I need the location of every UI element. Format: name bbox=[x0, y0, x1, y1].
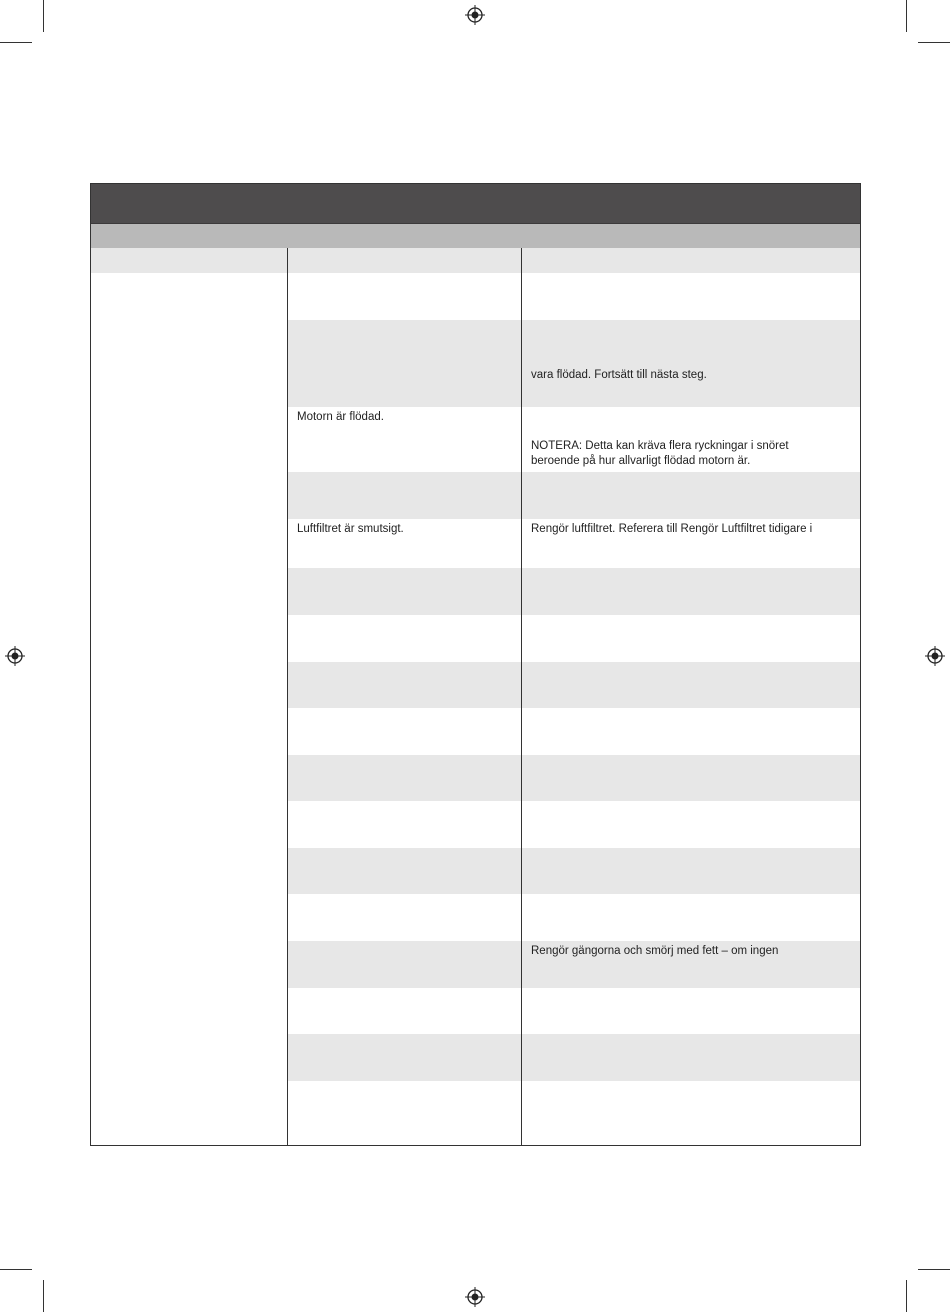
table-row bbox=[288, 407, 861, 472]
table-row bbox=[288, 708, 861, 755]
table-row bbox=[288, 988, 861, 1034]
column-divider bbox=[521, 248, 522, 1146]
table-row bbox=[288, 941, 861, 988]
cause-text: Luftfiltret är smutsigt. bbox=[297, 523, 404, 535]
table-title-bar bbox=[90, 183, 861, 224]
registration-mark-icon bbox=[5, 646, 25, 666]
crop-mark bbox=[906, 0, 907, 32]
column-header-action bbox=[522, 248, 861, 273]
table-row bbox=[288, 568, 861, 615]
table-row bbox=[288, 615, 861, 662]
action-text: Rengör gängorna och smörj med fett – om ingen bbox=[531, 945, 779, 957]
table-row bbox=[288, 801, 861, 848]
crop-mark bbox=[906, 1280, 907, 1312]
table-subheader-bar bbox=[90, 224, 861, 248]
crop-mark bbox=[43, 1280, 44, 1312]
table-row bbox=[288, 662, 861, 708]
cause-text: Motorn är flödad. bbox=[297, 411, 384, 423]
crop-mark bbox=[43, 0, 44, 32]
crop-mark bbox=[918, 42, 950, 43]
column-header-cause bbox=[288, 248, 522, 273]
table-row bbox=[288, 848, 861, 894]
column-header-problem bbox=[90, 248, 288, 273]
table-row bbox=[288, 1034, 861, 1081]
problem-cell bbox=[90, 273, 288, 1146]
troubleshooting-table bbox=[90, 183, 861, 1146]
table-row bbox=[288, 1081, 861, 1146]
table-row bbox=[288, 894, 861, 941]
registration-mark-icon bbox=[925, 646, 945, 666]
action-text: Rengör luftfiltret. Referera till Rengör Luftfiltret tidigare i bbox=[531, 523, 813, 535]
table-row bbox=[288, 472, 861, 519]
table-row bbox=[288, 320, 861, 407]
table-row bbox=[288, 755, 861, 801]
note-text: NOTERA: Detta kan kräva flera ryckningar i snöret bbox=[531, 440, 789, 452]
table-row bbox=[288, 273, 861, 320]
column-divider bbox=[287, 248, 288, 1146]
crop-mark bbox=[918, 1269, 950, 1270]
crop-mark bbox=[0, 42, 32, 43]
registration-mark-icon bbox=[465, 5, 485, 25]
registration-mark-icon bbox=[465, 1287, 485, 1307]
table-row bbox=[288, 519, 861, 568]
action-text: vara flödad. Fortsätt till nästa steg. bbox=[531, 369, 707, 381]
crop-mark bbox=[0, 1269, 32, 1270]
note-text: beroende på hur allvarligt flödad motorn är. bbox=[531, 455, 751, 467]
